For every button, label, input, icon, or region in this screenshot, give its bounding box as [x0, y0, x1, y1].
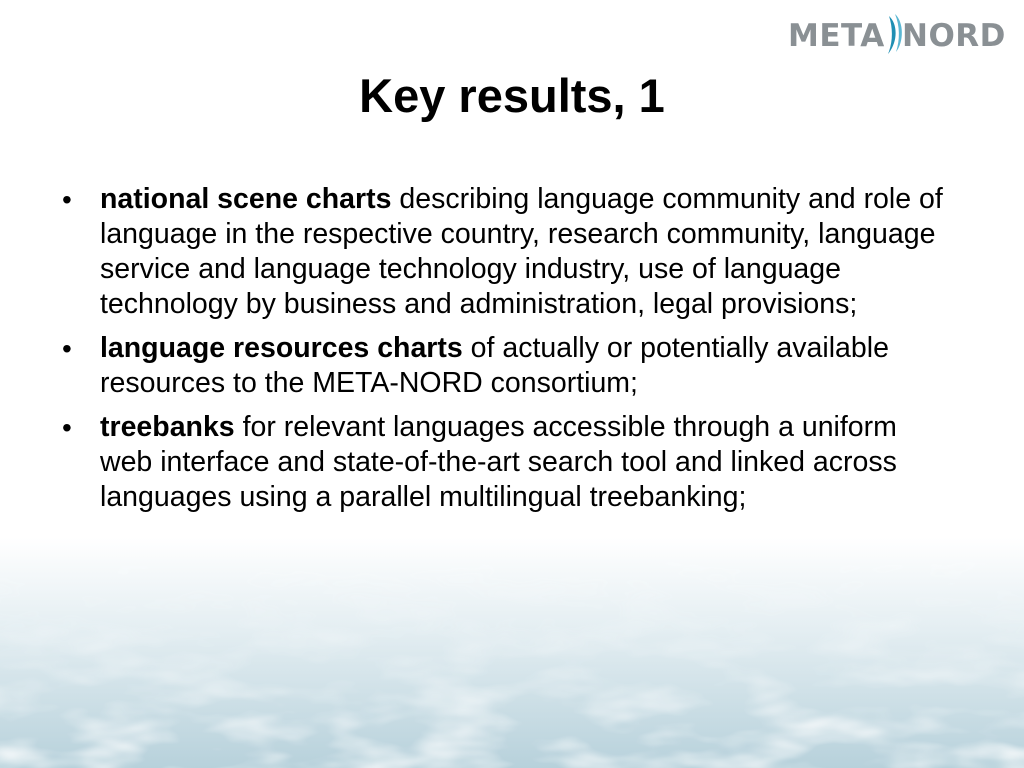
bullet-term: national scene charts [100, 183, 392, 215]
bullet-icon: • [62, 333, 72, 364]
bullet-icon: • [62, 412, 72, 443]
logo-text-meta: META [788, 18, 885, 54]
bullet-item-language-resources-charts [60, 331, 955, 401]
bullet-item-national-scene-charts [60, 182, 955, 322]
bullet-text: describing language community and role of language in the respective country, research community, language service and language technology industry, use of language technology by business and administration, legal provisions; [100, 183, 943, 320]
bullet-icon: • [62, 184, 72, 215]
bullet-item-treebanks [60, 410, 955, 515]
bullet-term: language resources charts [100, 332, 463, 364]
bullet-text: of actually or potentially available resources to the META-NORD consortium; [100, 332, 889, 399]
slide-title: Key results, 1 [359, 69, 665, 122]
bullet-term: treebanks [100, 411, 235, 443]
logo-text-nord: NORD [902, 18, 1006, 54]
bullet-list [60, 182, 955, 524]
bullet-text: for relevant languages accessible through a uniform web interface and state-of-the-art search tool and linked across languages using a parallel multilingual treebanking; [100, 411, 897, 513]
meta-nord-logo [786, 12, 1008, 58]
